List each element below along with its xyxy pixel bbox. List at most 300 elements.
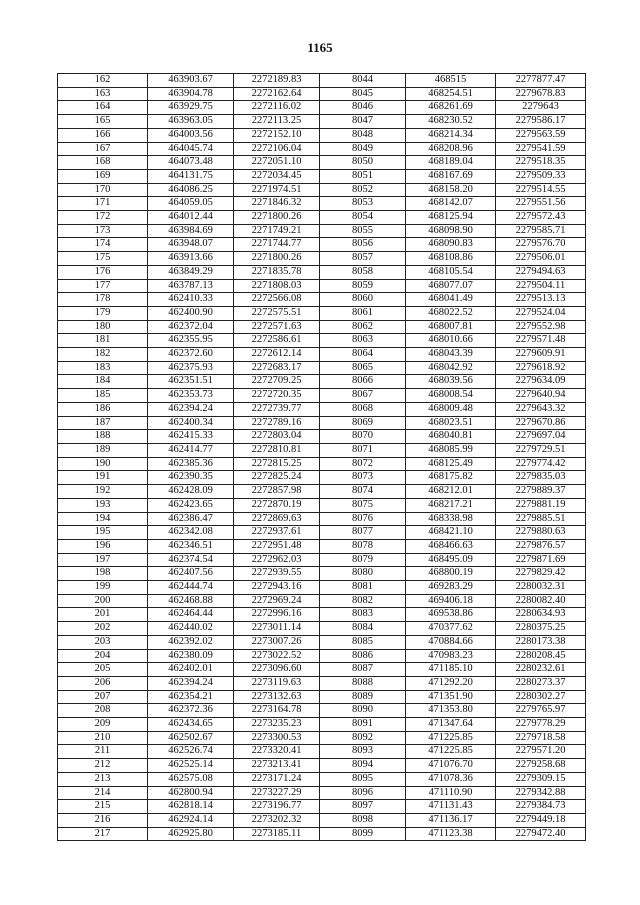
point-id-left: 183 xyxy=(58,361,148,375)
table-row xyxy=(58,485,586,499)
point-id-right: 8085 xyxy=(320,635,406,649)
point-id-left: 214 xyxy=(58,786,148,800)
table-row xyxy=(58,813,586,827)
y-coordinate-left: 2272870.19 xyxy=(234,498,320,512)
point-id-left: 166 xyxy=(58,128,148,142)
point-id-right: 8089 xyxy=(320,690,406,704)
point-id-right: 8059 xyxy=(320,279,406,293)
point-id-right: 8077 xyxy=(320,526,406,540)
x-coordinate-left: 462415.33 xyxy=(148,430,234,444)
point-id-left: 205 xyxy=(58,663,148,677)
point-id-right: 8078 xyxy=(320,539,406,553)
point-id-right: 8063 xyxy=(320,334,406,348)
y-coordinate-right: 2279640.94 xyxy=(496,389,586,403)
table-row xyxy=(58,416,586,430)
table-body xyxy=(58,74,586,841)
y-coordinate-left: 2273132.63 xyxy=(234,690,320,704)
point-id-left: 162 xyxy=(58,74,148,88)
y-coordinate-left: 2273320.41 xyxy=(234,745,320,759)
y-coordinate-right: 2280082.40 xyxy=(496,594,586,608)
table-row xyxy=(58,690,586,704)
y-coordinate-left: 2272739.77 xyxy=(234,402,320,416)
point-id-right: 8048 xyxy=(320,128,406,142)
table-row xyxy=(58,676,586,690)
point-id-left: 177 xyxy=(58,279,148,293)
x-coordinate-right: 471353.80 xyxy=(406,704,496,718)
y-coordinate-right: 2279504.11 xyxy=(496,279,586,293)
y-coordinate-right: 2279258.68 xyxy=(496,759,586,773)
x-coordinate-left: 462468.88 xyxy=(148,594,234,608)
x-coordinate-right: 468495.09 xyxy=(406,553,496,567)
x-coordinate-left: 462402.01 xyxy=(148,663,234,677)
y-coordinate-left: 2272162.64 xyxy=(234,87,320,101)
y-coordinate-left: 2272720.35 xyxy=(234,389,320,403)
x-coordinate-right: 471078.36 xyxy=(406,772,496,786)
y-coordinate-left: 2273007.26 xyxy=(234,635,320,649)
y-coordinate-right: 2279449.18 xyxy=(496,813,586,827)
x-coordinate-left: 463929.75 xyxy=(148,101,234,115)
y-coordinate-right: 2280208.45 xyxy=(496,649,586,663)
point-id-left: 189 xyxy=(58,443,148,457)
y-coordinate-left: 2271808.03 xyxy=(234,279,320,293)
y-coordinate-right: 2279552.98 xyxy=(496,320,586,334)
point-id-left: 202 xyxy=(58,622,148,636)
y-coordinate-right: 2279551.56 xyxy=(496,197,586,211)
x-coordinate-right: 471351.90 xyxy=(406,690,496,704)
y-coordinate-right: 2279885.51 xyxy=(496,512,586,526)
x-coordinate-left: 462502.67 xyxy=(148,731,234,745)
x-coordinate-right: 468167.69 xyxy=(406,169,496,183)
point-id-right: 8056 xyxy=(320,238,406,252)
y-coordinate-left: 2272051.10 xyxy=(234,156,320,170)
point-id-left: 199 xyxy=(58,581,148,595)
x-coordinate-right: 471185.10 xyxy=(406,663,496,677)
y-coordinate-left: 2273213.41 xyxy=(234,759,320,773)
point-id-left: 185 xyxy=(58,389,148,403)
table-row xyxy=(58,402,586,416)
point-id-right: 8076 xyxy=(320,512,406,526)
x-coordinate-right: 468125.94 xyxy=(406,211,496,225)
y-coordinate-left: 2272116.02 xyxy=(234,101,320,115)
point-id-left: 181 xyxy=(58,334,148,348)
x-coordinate-left: 462390.35 xyxy=(148,471,234,485)
table-row xyxy=(58,759,586,773)
x-coordinate-left: 463849.29 xyxy=(148,265,234,279)
point-id-left: 170 xyxy=(58,183,148,197)
point-id-left: 210 xyxy=(58,731,148,745)
table-row xyxy=(58,718,586,732)
x-coordinate-right: 468008.54 xyxy=(406,389,496,403)
point-id-right: 8090 xyxy=(320,704,406,718)
x-coordinate-left: 462414.77 xyxy=(148,443,234,457)
point-id-left: 215 xyxy=(58,800,148,814)
point-id-left: 164 xyxy=(58,101,148,115)
point-id-left: 207 xyxy=(58,690,148,704)
point-id-left: 172 xyxy=(58,211,148,225)
x-coordinate-left: 464059.05 xyxy=(148,197,234,211)
x-coordinate-right: 468105.54 xyxy=(406,265,496,279)
x-coordinate-left: 462818.14 xyxy=(148,800,234,814)
point-id-right: 8061 xyxy=(320,306,406,320)
table-row xyxy=(58,635,586,649)
x-coordinate-left: 462346.51 xyxy=(148,539,234,553)
y-coordinate-right: 2279729.51 xyxy=(496,443,586,457)
y-coordinate-right: 2279765.97 xyxy=(496,704,586,718)
point-id-right: 8083 xyxy=(320,608,406,622)
table-row xyxy=(58,320,586,334)
y-coordinate-right: 2279778.29 xyxy=(496,718,586,732)
x-coordinate-left: 464045.74 xyxy=(148,142,234,156)
y-coordinate-right: 2279835.03 xyxy=(496,471,586,485)
point-id-right: 8094 xyxy=(320,759,406,773)
table-row xyxy=(58,471,586,485)
y-coordinate-right: 2279506.01 xyxy=(496,252,586,266)
y-coordinate-left: 2272709.25 xyxy=(234,375,320,389)
point-id-right: 8054 xyxy=(320,211,406,225)
x-coordinate-right: 468217.21 xyxy=(406,498,496,512)
point-id-right: 8046 xyxy=(320,101,406,115)
y-coordinate-right: 2279880.63 xyxy=(496,526,586,540)
y-coordinate-right: 2279678.83 xyxy=(496,87,586,101)
y-coordinate-left: 2271974.51 xyxy=(234,183,320,197)
y-coordinate-left: 2271800.26 xyxy=(234,211,320,225)
x-coordinate-left: 462525.14 xyxy=(148,759,234,773)
point-id-left: 163 xyxy=(58,87,148,101)
point-id-left: 182 xyxy=(58,348,148,362)
x-coordinate-left: 464012.44 xyxy=(148,211,234,225)
table-row xyxy=(58,197,586,211)
x-coordinate-left: 462372.36 xyxy=(148,704,234,718)
x-coordinate-right: 471225.85 xyxy=(406,745,496,759)
x-coordinate-right: 468042.92 xyxy=(406,361,496,375)
y-coordinate-right: 2279572.43 xyxy=(496,211,586,225)
y-coordinate-right: 2279618.92 xyxy=(496,361,586,375)
point-id-right: 8073 xyxy=(320,471,406,485)
y-coordinate-left: 2273164.78 xyxy=(234,704,320,718)
point-id-right: 8064 xyxy=(320,348,406,362)
point-id-right: 8049 xyxy=(320,142,406,156)
point-id-right: 8098 xyxy=(320,813,406,827)
y-coordinate-left: 2272951.48 xyxy=(234,539,320,553)
x-coordinate-right: 468041.49 xyxy=(406,293,496,307)
y-coordinate-right: 2277877.47 xyxy=(496,74,586,88)
table-row xyxy=(58,265,586,279)
point-id-left: 178 xyxy=(58,293,148,307)
point-id-left: 184 xyxy=(58,375,148,389)
table-row xyxy=(58,293,586,307)
table-row xyxy=(58,553,586,567)
table-row xyxy=(58,443,586,457)
point-id-left: 191 xyxy=(58,471,148,485)
y-coordinate-left: 2273022.52 xyxy=(234,649,320,663)
y-coordinate-left: 2273185.11 xyxy=(234,827,320,841)
x-coordinate-right: 471136.17 xyxy=(406,813,496,827)
x-coordinate-left: 462400.34 xyxy=(148,416,234,430)
x-coordinate-left: 462351.51 xyxy=(148,375,234,389)
point-id-left: 168 xyxy=(58,156,148,170)
x-coordinate-left: 462380.09 xyxy=(148,649,234,663)
table-row xyxy=(58,142,586,156)
y-coordinate-right: 2279514.55 xyxy=(496,183,586,197)
x-coordinate-left: 462925.80 xyxy=(148,827,234,841)
point-id-left: 167 xyxy=(58,142,148,156)
table-row xyxy=(58,608,586,622)
y-coordinate-left: 2272815.25 xyxy=(234,457,320,471)
x-coordinate-left: 462392.02 xyxy=(148,635,234,649)
y-coordinate-right: 2279563.59 xyxy=(496,128,586,142)
x-coordinate-right: 468515 xyxy=(406,74,496,88)
y-coordinate-right: 2280232.61 xyxy=(496,663,586,677)
y-coordinate-left: 2273300.53 xyxy=(234,731,320,745)
point-id-right: 8066 xyxy=(320,375,406,389)
y-coordinate-left: 2272106.04 xyxy=(234,142,320,156)
y-coordinate-left: 2273202.32 xyxy=(234,813,320,827)
y-coordinate-right: 2279609.91 xyxy=(496,348,586,362)
point-id-right: 8045 xyxy=(320,87,406,101)
table-row xyxy=(58,128,586,142)
coordinates-table xyxy=(57,73,586,841)
point-id-right: 8081 xyxy=(320,581,406,595)
table-row xyxy=(58,539,586,553)
y-coordinate-right: 2279342.88 xyxy=(496,786,586,800)
table-row xyxy=(58,334,586,348)
table-row xyxy=(58,457,586,471)
x-coordinate-left: 462428.09 xyxy=(148,485,234,499)
table-row xyxy=(58,389,586,403)
x-coordinate-left: 463913.66 xyxy=(148,252,234,266)
y-coordinate-left: 2272969.24 xyxy=(234,594,320,608)
x-coordinate-left: 463948.07 xyxy=(148,238,234,252)
point-id-right: 8051 xyxy=(320,169,406,183)
y-coordinate-left: 2272575.51 xyxy=(234,306,320,320)
table-row xyxy=(58,745,586,759)
point-id-right: 8084 xyxy=(320,622,406,636)
x-coordinate-right: 468142.07 xyxy=(406,197,496,211)
y-coordinate-left: 2272962.03 xyxy=(234,553,320,567)
y-coordinate-left: 2272586.61 xyxy=(234,334,320,348)
y-coordinate-left: 2272152.10 xyxy=(234,128,320,142)
x-coordinate-right: 471110.90 xyxy=(406,786,496,800)
point-id-right: 8050 xyxy=(320,156,406,170)
table-row xyxy=(58,252,586,266)
y-coordinate-left: 2272612.14 xyxy=(234,348,320,362)
point-id-left: 212 xyxy=(58,759,148,773)
table-row xyxy=(58,183,586,197)
x-coordinate-right: 468022.52 xyxy=(406,306,496,320)
y-coordinate-left: 2272869.63 xyxy=(234,512,320,526)
point-id-right: 8093 xyxy=(320,745,406,759)
y-coordinate-left: 2272683.17 xyxy=(234,361,320,375)
table-row xyxy=(58,567,586,581)
table-row xyxy=(58,594,586,608)
x-coordinate-right: 468254.51 xyxy=(406,87,496,101)
y-coordinate-left: 2272943.16 xyxy=(234,581,320,595)
point-id-left: 186 xyxy=(58,402,148,416)
table-row xyxy=(58,238,586,252)
y-coordinate-right: 2279634.09 xyxy=(496,375,586,389)
y-coordinate-left: 2272996.16 xyxy=(234,608,320,622)
y-coordinate-right: 2279494.63 xyxy=(496,265,586,279)
point-id-left: 180 xyxy=(58,320,148,334)
point-id-right: 8044 xyxy=(320,74,406,88)
point-id-left: 198 xyxy=(58,567,148,581)
table-row xyxy=(58,156,586,170)
point-id-right: 8069 xyxy=(320,416,406,430)
point-id-left: 175 xyxy=(58,252,148,266)
point-id-left: 206 xyxy=(58,676,148,690)
table-row xyxy=(58,101,586,115)
x-coordinate-left: 462400.90 xyxy=(148,306,234,320)
point-id-right: 8065 xyxy=(320,361,406,375)
y-coordinate-left: 2273119.63 xyxy=(234,676,320,690)
point-id-right: 8070 xyxy=(320,430,406,444)
x-coordinate-left: 462372.60 xyxy=(148,348,234,362)
y-coordinate-right: 2279670.86 xyxy=(496,416,586,430)
point-id-right: 8068 xyxy=(320,402,406,416)
y-coordinate-right: 2279541.59 xyxy=(496,142,586,156)
page-number: 1165 xyxy=(307,40,333,55)
x-coordinate-left: 462354.21 xyxy=(148,690,234,704)
x-coordinate-right: 470983.23 xyxy=(406,649,496,663)
point-id-right: 8075 xyxy=(320,498,406,512)
point-id-right: 8062 xyxy=(320,320,406,334)
x-coordinate-right: 468466.63 xyxy=(406,539,496,553)
x-coordinate-right: 471225.85 xyxy=(406,731,496,745)
x-coordinate-right: 468077.07 xyxy=(406,279,496,293)
point-id-left: 190 xyxy=(58,457,148,471)
y-coordinate-right: 2279586.17 xyxy=(496,115,586,129)
x-coordinate-left: 462394.24 xyxy=(148,676,234,690)
y-coordinate-left: 2271744.77 xyxy=(234,238,320,252)
point-id-right: 8099 xyxy=(320,827,406,841)
x-coordinate-right: 468212.01 xyxy=(406,485,496,499)
y-coordinate-right: 2279774.42 xyxy=(496,457,586,471)
point-id-left: 209 xyxy=(58,718,148,732)
x-coordinate-right: 470884.66 xyxy=(406,635,496,649)
y-coordinate-left: 2271835.78 xyxy=(234,265,320,279)
y-coordinate-left: 2272189.83 xyxy=(234,74,320,88)
y-coordinate-left: 2273196.77 xyxy=(234,800,320,814)
x-coordinate-right: 468098.90 xyxy=(406,224,496,238)
table-row xyxy=(58,704,586,718)
table-row xyxy=(58,224,586,238)
point-id-right: 8097 xyxy=(320,800,406,814)
point-id-left: 208 xyxy=(58,704,148,718)
y-coordinate-right: 2279509.33 xyxy=(496,169,586,183)
point-id-right: 8053 xyxy=(320,197,406,211)
table-row xyxy=(58,169,586,183)
x-coordinate-left: 462410.33 xyxy=(148,293,234,307)
y-coordinate-left: 2273227.29 xyxy=(234,786,320,800)
x-coordinate-left: 463984.69 xyxy=(148,224,234,238)
point-id-right: 8058 xyxy=(320,265,406,279)
point-id-left: 188 xyxy=(58,430,148,444)
x-coordinate-right: 468085.99 xyxy=(406,443,496,457)
y-coordinate-right: 2279472.40 xyxy=(496,827,586,841)
x-coordinate-left: 462440.02 xyxy=(148,622,234,636)
y-coordinate-left: 2271800.26 xyxy=(234,252,320,266)
x-coordinate-right: 468040.81 xyxy=(406,430,496,444)
point-id-left: 165 xyxy=(58,115,148,129)
y-coordinate-left: 2272034.45 xyxy=(234,169,320,183)
table-row xyxy=(58,622,586,636)
point-id-left: 174 xyxy=(58,238,148,252)
y-coordinate-right: 2279889.37 xyxy=(496,485,586,499)
y-coordinate-right: 2279384.73 xyxy=(496,800,586,814)
point-id-left: 200 xyxy=(58,594,148,608)
x-coordinate-right: 471347.64 xyxy=(406,718,496,732)
x-coordinate-right: 470377.62 xyxy=(406,622,496,636)
table-row xyxy=(58,211,586,225)
x-coordinate-right: 468421.10 xyxy=(406,526,496,540)
x-coordinate-left: 463963.05 xyxy=(148,115,234,129)
point-id-right: 8055 xyxy=(320,224,406,238)
table-row xyxy=(58,731,586,745)
x-coordinate-left: 462575.08 xyxy=(148,772,234,786)
point-id-right: 8088 xyxy=(320,676,406,690)
x-coordinate-left: 462375.93 xyxy=(148,361,234,375)
table-row xyxy=(58,348,586,362)
point-id-right: 8080 xyxy=(320,567,406,581)
y-coordinate-right: 2279876.57 xyxy=(496,539,586,553)
x-coordinate-left: 464131.75 xyxy=(148,169,234,183)
point-id-left: 217 xyxy=(58,827,148,841)
y-coordinate-right: 2279524.04 xyxy=(496,306,586,320)
point-id-left: 176 xyxy=(58,265,148,279)
x-coordinate-right: 468214.34 xyxy=(406,128,496,142)
point-id-left: 171 xyxy=(58,197,148,211)
y-coordinate-right: 2279576.70 xyxy=(496,238,586,252)
x-coordinate-left: 462924.14 xyxy=(148,813,234,827)
point-id-left: 169 xyxy=(58,169,148,183)
point-id-right: 8096 xyxy=(320,786,406,800)
x-coordinate-left: 462444.74 xyxy=(148,581,234,595)
x-coordinate-right: 468158.20 xyxy=(406,183,496,197)
x-coordinate-right: 468043.39 xyxy=(406,348,496,362)
point-id-left: 187 xyxy=(58,416,148,430)
y-coordinate-right: 2279643 xyxy=(496,101,586,115)
y-coordinate-right: 2279871.69 xyxy=(496,553,586,567)
x-coordinate-right: 471131.43 xyxy=(406,800,496,814)
point-id-left: 193 xyxy=(58,498,148,512)
y-coordinate-right: 2279571.20 xyxy=(496,745,586,759)
y-coordinate-left: 2272939.55 xyxy=(234,567,320,581)
point-id-right: 8072 xyxy=(320,457,406,471)
table-row xyxy=(58,306,586,320)
x-coordinate-right: 468261.69 xyxy=(406,101,496,115)
point-id-right: 8047 xyxy=(320,115,406,129)
y-coordinate-left: 2272825.24 xyxy=(234,471,320,485)
y-coordinate-left: 2273011.14 xyxy=(234,622,320,636)
point-id-right: 8079 xyxy=(320,553,406,567)
y-coordinate-right: 2280375.25 xyxy=(496,622,586,636)
x-coordinate-right: 469283.29 xyxy=(406,581,496,595)
x-coordinate-left: 463903.67 xyxy=(148,74,234,88)
table-row xyxy=(58,375,586,389)
x-coordinate-left: 464086.25 xyxy=(148,183,234,197)
y-coordinate-right: 2279718.58 xyxy=(496,731,586,745)
x-coordinate-right: 468208.96 xyxy=(406,142,496,156)
x-coordinate-left: 463904.78 xyxy=(148,87,234,101)
x-coordinate-right: 468023.51 xyxy=(406,416,496,430)
y-coordinate-right: 2280273.37 xyxy=(496,676,586,690)
y-coordinate-right: 2280173.38 xyxy=(496,635,586,649)
x-coordinate-right: 469538.86 xyxy=(406,608,496,622)
point-id-left: 179 xyxy=(58,306,148,320)
x-coordinate-left: 462394.24 xyxy=(148,402,234,416)
table-row xyxy=(58,498,586,512)
x-coordinate-right: 468175.82 xyxy=(406,471,496,485)
